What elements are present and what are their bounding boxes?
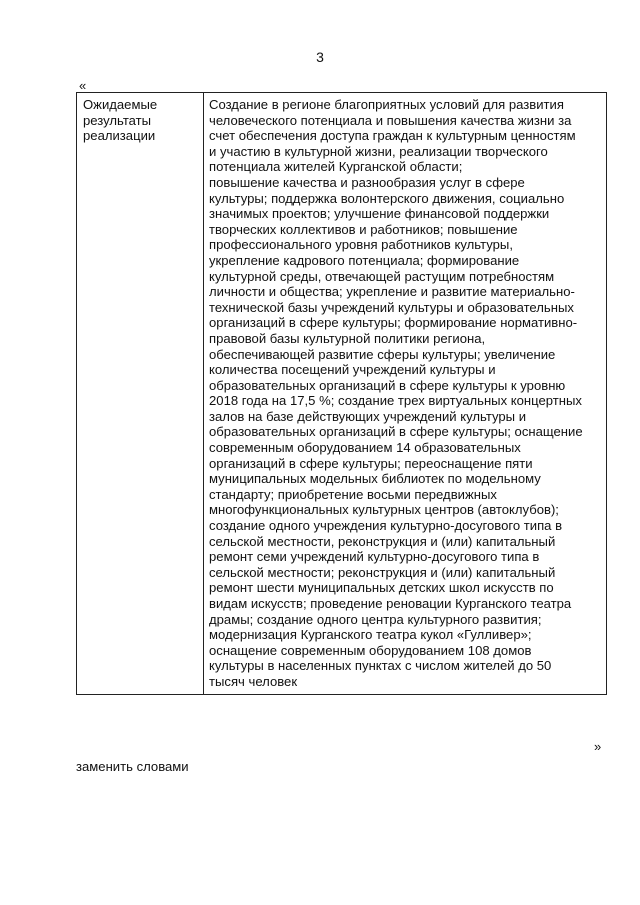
content-cell xyxy=(204,93,607,695)
text-line: и участию в культурной жизни, реализации творческого xyxy=(209,143,548,159)
text-line: организаций в сфере культуры; формирование нормативно- xyxy=(209,315,578,331)
text-line: организаций в сфере культуры; переоснащение пяти xyxy=(209,455,533,471)
replace-with-words-text: заменить словами xyxy=(76,759,189,774)
text-line: значимых проектов; улучшение финансовой поддержки xyxy=(209,206,550,222)
label-text xyxy=(83,97,200,144)
text-line: оснащение современным оборудованием 108 домов xyxy=(209,642,532,658)
text-line: Создание в регионе благоприятных условий для развития xyxy=(209,97,564,112)
text-line: правовой базы культурной политики региона, xyxy=(209,330,486,346)
text-line: повышение качества и разнообразия услуг в сфере xyxy=(209,174,525,190)
text-line: творческих коллективов и работников; повышение xyxy=(209,221,518,237)
text-line: сельской местности, реконструкция и (или) капитальный xyxy=(209,533,556,549)
text-line: культурной среды, отвечающей растущим потребностям xyxy=(209,268,555,284)
content-text xyxy=(209,97,602,690)
text-line: образовательных организаций в сфере культуры к уровню xyxy=(209,377,566,393)
text-line: стандарту; приобретение восьми передвижных xyxy=(209,486,497,502)
text-line: потенциала жителей Курганской области; xyxy=(209,159,463,175)
closing-quote-mark: » xyxy=(594,739,602,754)
text-line: создание одного учреждения культурно-досугового типа в xyxy=(209,518,563,534)
text-line: культуры в населенных пунктах с числом жителей до 50 xyxy=(209,658,552,674)
text-line: 2018 года на 17,5 %; создание трех виртуальных концертных xyxy=(209,393,582,409)
text-line: многофункциональных культурных центров (автоклубов); xyxy=(209,502,559,518)
table-row xyxy=(77,93,607,695)
text-line: муниципальных модельных библиотек по модельному xyxy=(209,471,541,487)
text-line: технической базы учреждений культуры и образовательных xyxy=(209,299,574,315)
text-line: Ожидаемые xyxy=(83,97,158,112)
label-cell xyxy=(77,93,204,695)
text-line: личности и общества; укрепление и развитие материально- xyxy=(209,284,575,300)
text-line: обеспечивающей развитие сферы культуры; увеличение xyxy=(209,346,556,362)
text-line: укрепление кадрового потенциала; формирование xyxy=(209,252,520,268)
opening-quote-mark: « xyxy=(79,78,87,93)
text-line: видам искусств; проведение реновации Курганского театра xyxy=(209,596,572,611)
text-line: результаты xyxy=(83,112,152,128)
page-number: 3 xyxy=(316,49,324,65)
results-table xyxy=(76,92,607,695)
text-line: тысяч человек xyxy=(209,673,298,689)
text-line: залов на базе действующих учреждений культуры и xyxy=(209,408,527,424)
text-line: образовательных организаций в сфере культуры; оснащение xyxy=(209,424,583,440)
text-line: количества посещений учреждений культуры и xyxy=(209,362,496,378)
text-line: драмы; создание одного центра культурного развития; xyxy=(209,611,542,627)
text-line: реализации xyxy=(83,128,156,144)
text-line: модернизация Курганского театра кукол «Гулливер»; xyxy=(209,627,532,643)
text-line: человеческого потенциала и повышения качества жизни за xyxy=(209,112,572,128)
text-line: профессионального уровня работников культуры, xyxy=(209,237,513,253)
text-line: культуры; поддержка волонтерского движения, социально xyxy=(209,190,565,206)
text-line: сельской местности; реконструкция и (или) капитальный xyxy=(209,564,556,580)
text-line: ремонт семи учреждений культурно-досугового типа в xyxy=(209,549,540,565)
text-line: счет обеспечения доступа граждан к культурным ценностям xyxy=(209,128,576,144)
text-line: современным оборудованием 14 образовательных xyxy=(209,440,521,456)
text-line: ремонт шести муниципальных детских школ искусств по xyxy=(209,580,554,596)
